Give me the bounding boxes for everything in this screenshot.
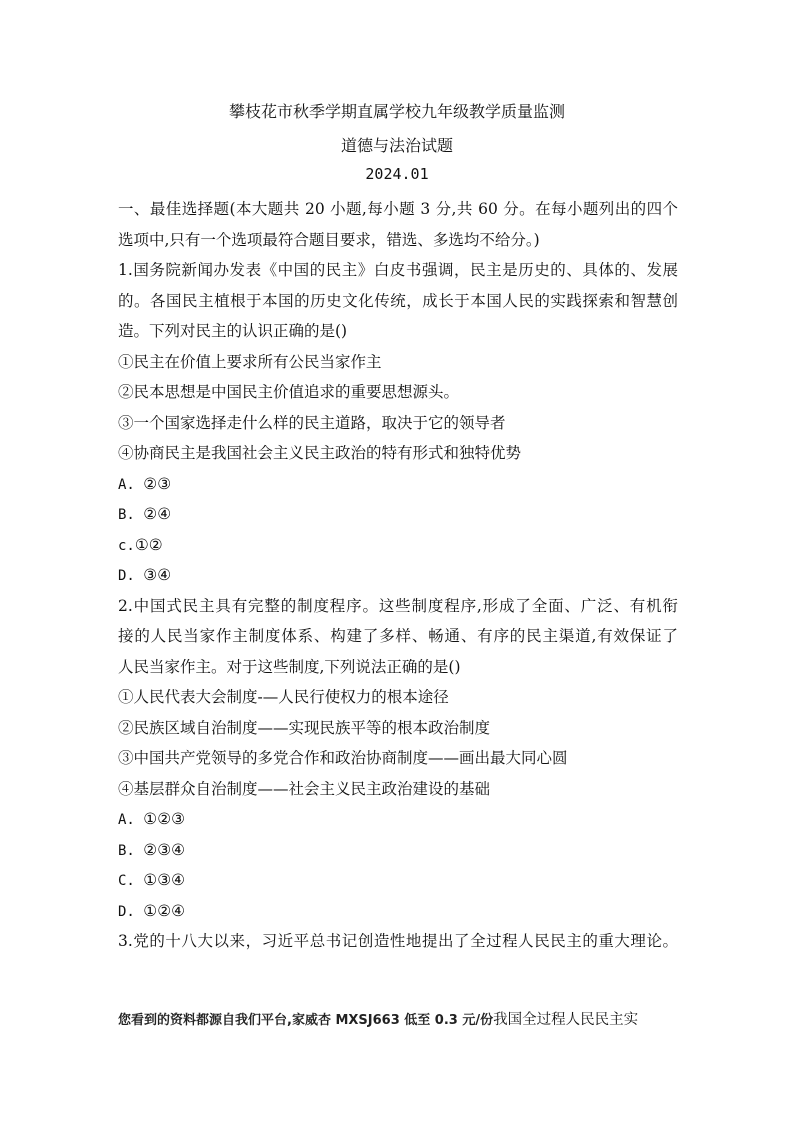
question-2-option-a bbox=[118, 804, 678, 835]
option-text: ③④ bbox=[143, 566, 172, 584]
question-1-option-a bbox=[118, 469, 678, 500]
option-letter: C. bbox=[118, 873, 144, 889]
option-text: ①②④ bbox=[143, 901, 185, 920]
option-text: ①② bbox=[134, 535, 163, 554]
question-1-option-b bbox=[118, 499, 678, 530]
question-1-statement: ②民本思想是中国民主价值追求的重要思想源头。 bbox=[118, 383, 460, 401]
section-heading: 一、最佳选择题(本大题共 20 小题,每小题 3 分,共 60 分。在每小题列出的四个 bbox=[118, 200, 678, 218]
question-2-stem: 2.中国式民主具有完整的制度程序。这些制度程序,形成了全面、广泛、有机衔 bbox=[118, 596, 678, 615]
question-2-option-c bbox=[118, 865, 678, 896]
question-2-option-b bbox=[118, 835, 678, 866]
question-1-statement: ③一个国家选择走什么样的民主道路，取决于它的领导者 bbox=[118, 413, 506, 432]
question-1-option-c bbox=[118, 530, 678, 561]
exam-subject: 道德与法治试题 bbox=[340, 136, 453, 155]
footer-line bbox=[118, 1008, 678, 1029]
option-letter: A. bbox=[118, 476, 144, 493]
question-2-stem: 接的人民当家作主制度体系、构建了多样、畅通、有序的民主渠道,有效保证了 bbox=[118, 627, 678, 645]
option-letter: D. bbox=[118, 903, 144, 920]
question-1-stem: 造。下列对民主的认识正确的是() bbox=[118, 322, 348, 340]
option-letter: c. bbox=[118, 537, 135, 554]
exam-body bbox=[118, 194, 678, 957]
watermark-notice: 您看到的资料都源自我们平台,家威杏 MXSJ663 低至 0.3 元/份 bbox=[118, 1013, 494, 1028]
option-letter: B. bbox=[118, 842, 144, 859]
option-letter: B. bbox=[118, 507, 144, 523]
option-text: ①②③ bbox=[143, 810, 185, 828]
question-2-statement: ①人民代表大会制度-—人民行使权力的根本途径 bbox=[118, 688, 449, 706]
question-1-option-d bbox=[118, 560, 678, 591]
question-1-stem: 1.国务院新闻办发表《中国的民主》白皮书强调，民主是历史的、具体的、发展 bbox=[118, 261, 678, 279]
question-2-stem: 人民当家作主。对于这些制度,下列说法正确的是() bbox=[118, 657, 461, 676]
question-2-option-d bbox=[118, 896, 678, 927]
question-2-statement: ②民族区域自治制度——实现民族平等的根本政治制度 bbox=[118, 718, 491, 737]
question-2-statement: ③中国共产党领导的多党合作和政治协商制度——画出最大同心圆 bbox=[118, 749, 568, 767]
exam-title: 攀枝花市秋季学期直属学校九年级教学质量监测 bbox=[228, 102, 565, 121]
question-1-statement: ①民主在价值上要求所有公民当家作主 bbox=[118, 352, 382, 371]
option-text: ②③ bbox=[143, 474, 172, 493]
question-1-statement: ④协商民主是我国社会主义民主政治的特有形式和独特优势 bbox=[118, 444, 522, 462]
option-letter: A. bbox=[118, 812, 144, 828]
option-letter: D. bbox=[118, 568, 144, 584]
question-1-stem: 的。各国民主植根于本国的历史文化传统，成长于本国人民的实践探索和智慧创 bbox=[118, 291, 678, 310]
exam-date: 2024.01 bbox=[365, 165, 429, 183]
section-heading-cont: 选项中,只有一个选项最符合题目要求，错选、多选均不给分。) bbox=[118, 230, 540, 249]
option-text: ②③④ bbox=[143, 840, 185, 859]
question-3-stem-continuation: 我国全过程人民民主实 bbox=[493, 1012, 639, 1028]
question-2-statement: ④基层群众自治制度——社会主义民主政治建设的基础 bbox=[118, 779, 491, 798]
option-text: ①③④ bbox=[143, 871, 185, 889]
option-text: ②④ bbox=[143, 505, 172, 523]
question-3-stem: 3.党的十八大以来，习近平总书记创造性地提出了全过程人民民主的重大理论。 bbox=[118, 932, 678, 950]
